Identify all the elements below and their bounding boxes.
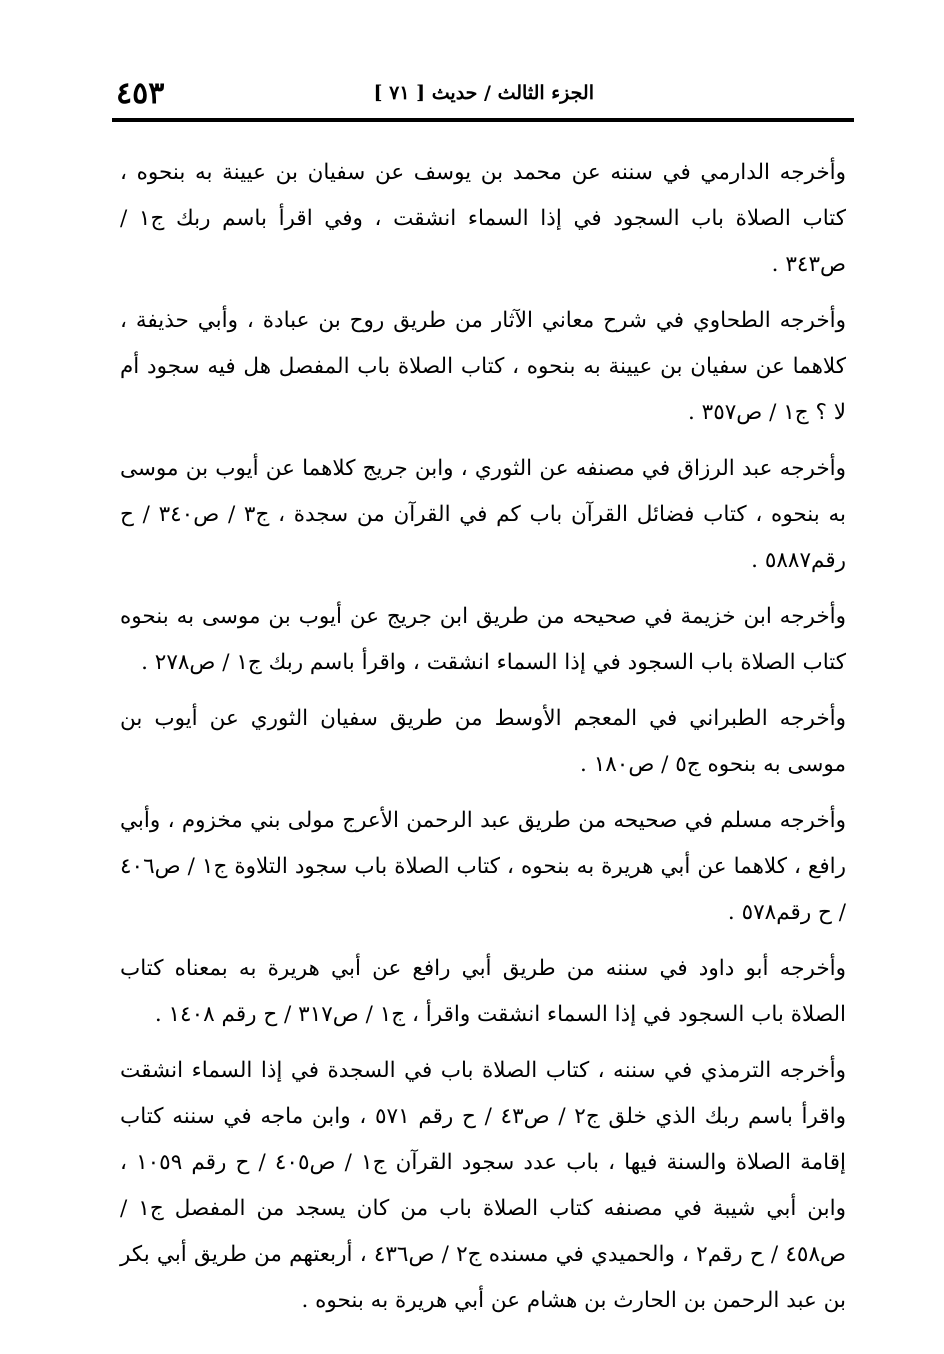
paragraph-darimi: وأخرجه الدارمي في سننه عن محمد بن يوسف عن سفيان بن عيينة به بنحوه ، كتاب الصلاة باب السجود في إذا السماء انشقت ، وفي اقرأ باسم ربك ج١ / ص٣٤٣ . bbox=[120, 160, 846, 277]
paragraph-abu-dawud: وأخرجه أبو داود في سننه من طريق أبي رافع عن أبي هريرة به بمعناه كتاب الصلاة باب السجود في إذا السماء انشقت واقرأ ، ج١ / ص٣١٧ / ح رقم ١٤٠٨ . bbox=[120, 956, 846, 1027]
page-header bbox=[112, 76, 844, 116]
running-header-title: الجزء الثالث / حديث [ ٧١ ] bbox=[373, 82, 594, 104]
page-body bbox=[120, 150, 846, 1334]
header-rule bbox=[112, 118, 854, 122]
paragraph-ibn-khuzaymah: وأخرجه ابن خزيمة في صحيحه من طريق ابن جريج عن أيوب بن موسى به بنحوه كتاب الصلاة باب السجود في إذا السماء انشقت ، واقرأ باسم ربك ج١ / ص٢٧٨ . bbox=[120, 604, 846, 675]
paragraph-tabarani: وأخرجه الطبراني في المعجم الأوسط من طريق سفيان الثوري عن أيوب بن موسى به بنحوه ج٥ / ص١٨٠ . bbox=[120, 706, 846, 777]
paragraph-abdulrazzaq: وأخرجه عبد الرزاق في مصنفه عن الثوري ، وابن جريج كلاهما عن أيوب بن موسى به بنحوه ، كتاب فضائل القرآن باب كم في القرآن من سجدة ، ج٣ / ص٣٤٠ / ح رقم٥٨٨٧ . bbox=[120, 456, 847, 573]
paragraph-tahawi: وأخرجه الطحاوي في شرح معاني الآثار من طريق روح بن عبادة ، وأبي حذيفة ، كلاهما عن سفيان بن عيينة به بنحوه ، كتاب الصلاة باب المفصل هل فيه سجود أم لا ؟ ج١ / ص٣٥٧ . bbox=[120, 308, 846, 425]
paragraph-muslim: وأخرجه مسلم في صحيحه من طريق عبد الرحمن الأعرج مولى بني مخزوم ، وأبي رافع ، كلاهما عن أبي هريرة به بنحوه ، كتاب الصلاة باب سجود التلاوة ج١ / ص٤٠٦ / ح رقم٥٧٨ . bbox=[120, 808, 846, 925]
page-number: ٤٥٣ bbox=[116, 76, 165, 111]
paragraph-tirmidhi: وأخرجه الترمذي في سننه ، كتاب الصلاة باب في السجدة في إذا السماء انشقت واقرأ باسم ربك الذي خلق ج٢ / ص٤٣ / ح رقم ٥٧١ ، وابن ماجه في سننه كتاب إقامة الصلاة والسنة فيها ، باب عدد سجود القرآن ج١ / ص٤٠٥ / ح رقم ١٠٥٩ ، وابن أبي شيبة في مصنفه كتاب الصلاة باب من كان يسجد من المفصل ج١ / ص٤٥٨ / ح رقم٢ ، والحميدي في مسنده ج٢ / ص٤٣٦ ، أربعتهم من طريق أبي بكر بن عبد الرحمن بن الحارث بن هشام عن أبي هريرة به بنحوه . bbox=[120, 1058, 847, 1313]
